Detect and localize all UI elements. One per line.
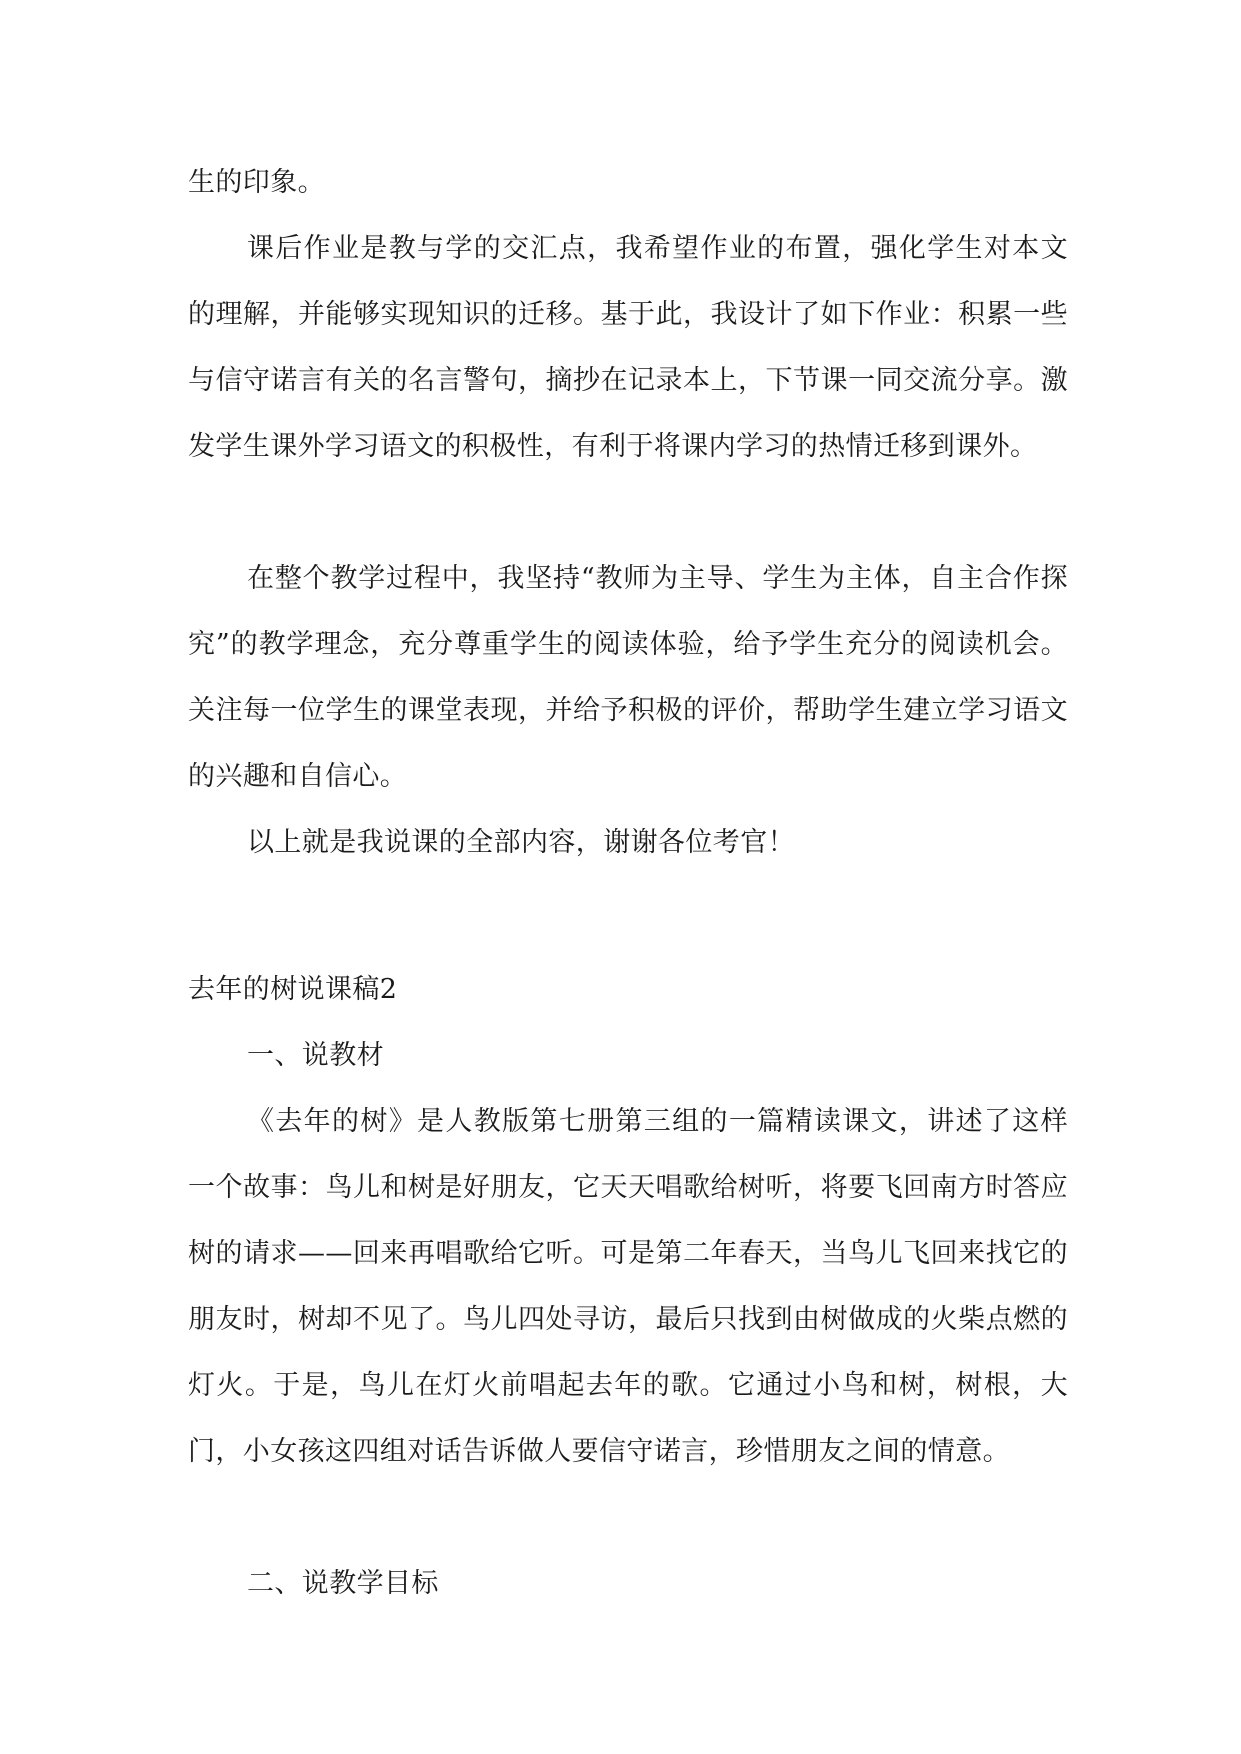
paragraph-continued: 生的印象。 bbox=[188, 167, 325, 198]
paragraph-textbook-summary: 《去年的树》是人教版第七册第三组的一篇精读课文，讲述了这样一个故事：鸟儿和树是好朋友，它天天唱歌给树听，将要飞回南方时答应树的请求——回来再唱歌给它听。可是第二年春天，当鸟儿飞回来找它的朋友时，树却不见了。鸟儿四处寻访，最后只找到由树做成的火柴点燃的灯火。于是，鸟儿在灯火前唱起去年的歌。它通过小鸟和树，树根，大门，小女孩这四组对话告诉做人要信守诺言，珍惜朋友之间的情意。 bbox=[188, 1106, 1068, 1467]
paragraph-teaching-philosophy: 在整个教学过程中，我坚持“教师为主导、学生为主体，自主合作探究”的教学理念，充分尊重学生的阅读体验，给予学生充分的阅读机会。关注每一位学生的课堂表现，并给予积极的评价，帮助学生建立学习语文的兴趣和自信心。 bbox=[188, 563, 1068, 792]
heading-textbook: 一、说教材 bbox=[247, 1040, 384, 1071]
paragraph-homework: 课后作业是教与学的交汇点，我希望作业的布置，强化学生对本文的理解，并能够实现知识的迁移。基于此，我设计了如下作业：积累一些与信守诺言有关的名言警句，摘抄在记录本上，下节课一同交流分享。激发学生课外学习语文的积极性，有利于将课内学习的热情迁移到课外。 bbox=[188, 233, 1068, 462]
paragraph-closing: 以上就是我说课的全部内容，谢谢各位考官！ bbox=[247, 827, 795, 858]
section-title: 去年的树说课稿2 bbox=[188, 974, 398, 1005]
heading-teaching-goals: 二、说教学目标 bbox=[247, 1568, 439, 1599]
